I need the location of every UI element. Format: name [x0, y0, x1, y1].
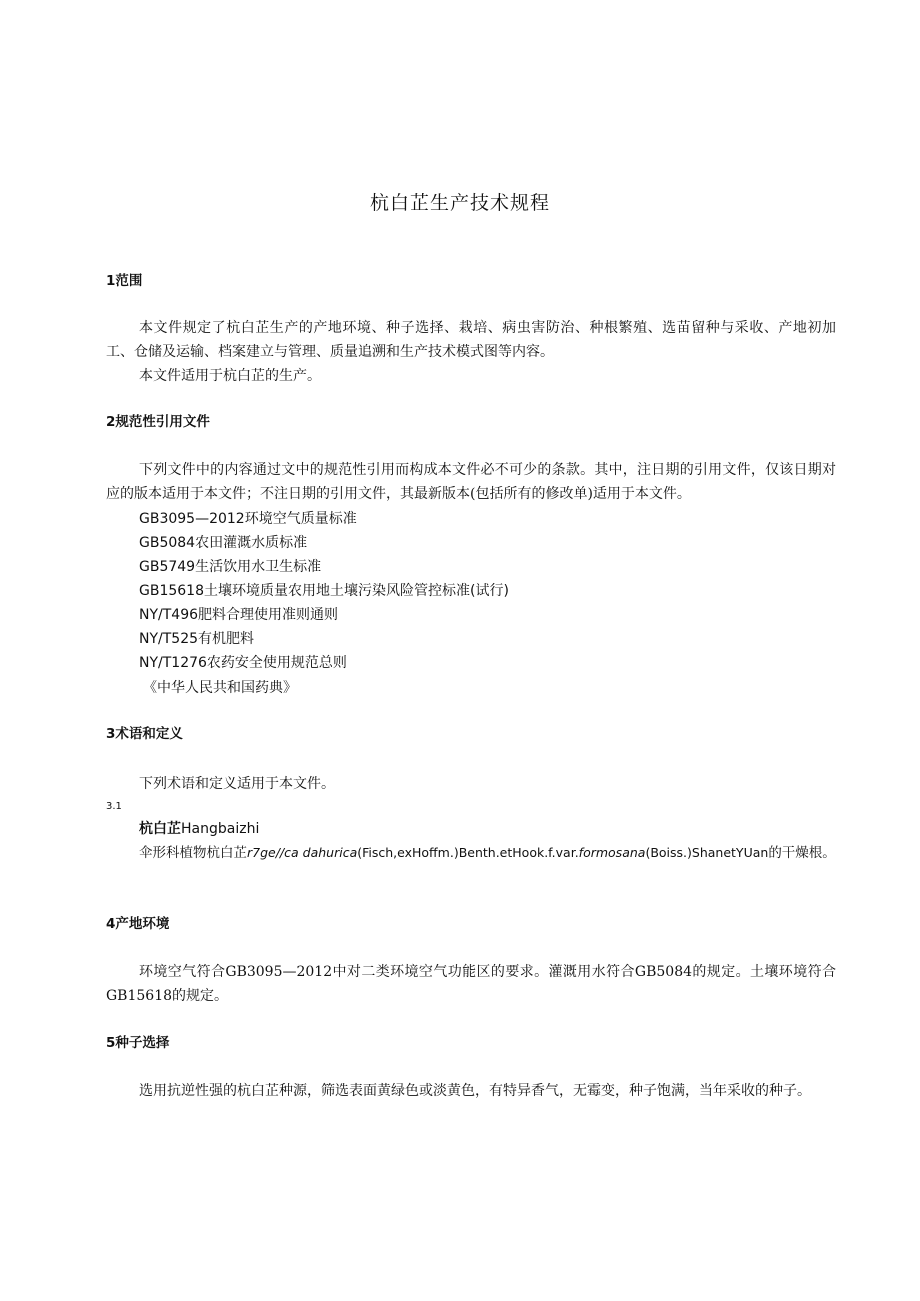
term-definition: [106, 841, 836, 865]
reference-item: GB3095—2012环境空气质量标准: [139, 511, 357, 527]
reference-item: NY/T496肥料合理使用准则通则: [139, 607, 339, 623]
section-1-paragraph-1: 本文件规定了杭白芷生产的产地环境、种子选择、栽培、病虫害防治、种根繁殖、选苗留种与采收、产地初加工、仓储及运输、档案建立与管理、质量追溯和生产技术模式图等内容。: [106, 320, 836, 360]
term-heading: [139, 817, 259, 841]
section-4-heading: 4产地环境: [106, 916, 170, 932]
definition-text: 伞形科植物杭白芷: [139, 845, 247, 861]
latin-authority-2: (Boiss.)ShanetYUan: [645, 845, 769, 860]
reference-item: NY/T1276农药安全使用规范总则: [139, 655, 347, 671]
definition-tail: 的干燥根。: [768, 845, 836, 861]
latin-genus: r7ge//ca dahurica: [247, 845, 358, 860]
reference-item: NY/T525有机肥料: [139, 631, 255, 647]
section-4-paragraph-1: 环境空气符合GB3095—2012中对二类环境空气功能区的要求。灌溉用水符合GB5084的规定。土壤环境符合GB15618的规定。: [106, 964, 836, 1004]
section-1-heading: 1范围: [106, 273, 143, 289]
latin-variety: formosana: [578, 845, 646, 860]
reference-item: GB5084农田灌溉水质标准: [139, 535, 308, 551]
reference-item: GB15618土壤环境质量农用地土壤污染风险管控标准(试行): [139, 583, 509, 599]
reference-item: 《中华人民共和国药典》: [143, 680, 297, 696]
section-2-paragraph-1: 下列文件中的内容通过文中的规范性引用而构成本文件必不可少的条款。其中，注日期的引用文件，仅该日期对应的版本适用于本文件；不注日期的引用文件，其最新版本(包括所有的修改单)适用于本文件。: [106, 462, 836, 502]
section-2-heading: 2规范性引用文件: [106, 414, 210, 430]
latin-authority: (Fisch,exHoffm.)Benth.etHook.f.var.: [357, 845, 579, 860]
term-chinese: 杭白芷: [139, 821, 181, 837]
document-title: 杭白芷生产技术规程: [369, 192, 550, 214]
section-1-paragraph-2: 本文件适用于杭白芷的生产。: [139, 368, 321, 384]
term-english: Hangbaizhi: [181, 821, 260, 837]
section-5-paragraph-1: 选用抗逆性强的杭白芷种源，筛选表面黄绿色或淡黄色，有特异香气，无霉变，种子饱满，当年采收的种子。: [139, 1083, 811, 1099]
section-3-paragraph-1: 下列术语和定义适用于本文件。: [139, 776, 335, 792]
reference-item: GB5749生活饮用水卫生标准: [139, 559, 322, 575]
term-number: 3.1: [106, 801, 122, 812]
section-5-heading: 5种子选择: [106, 1035, 170, 1051]
section-3-heading: 3术语和定义: [106, 726, 183, 742]
